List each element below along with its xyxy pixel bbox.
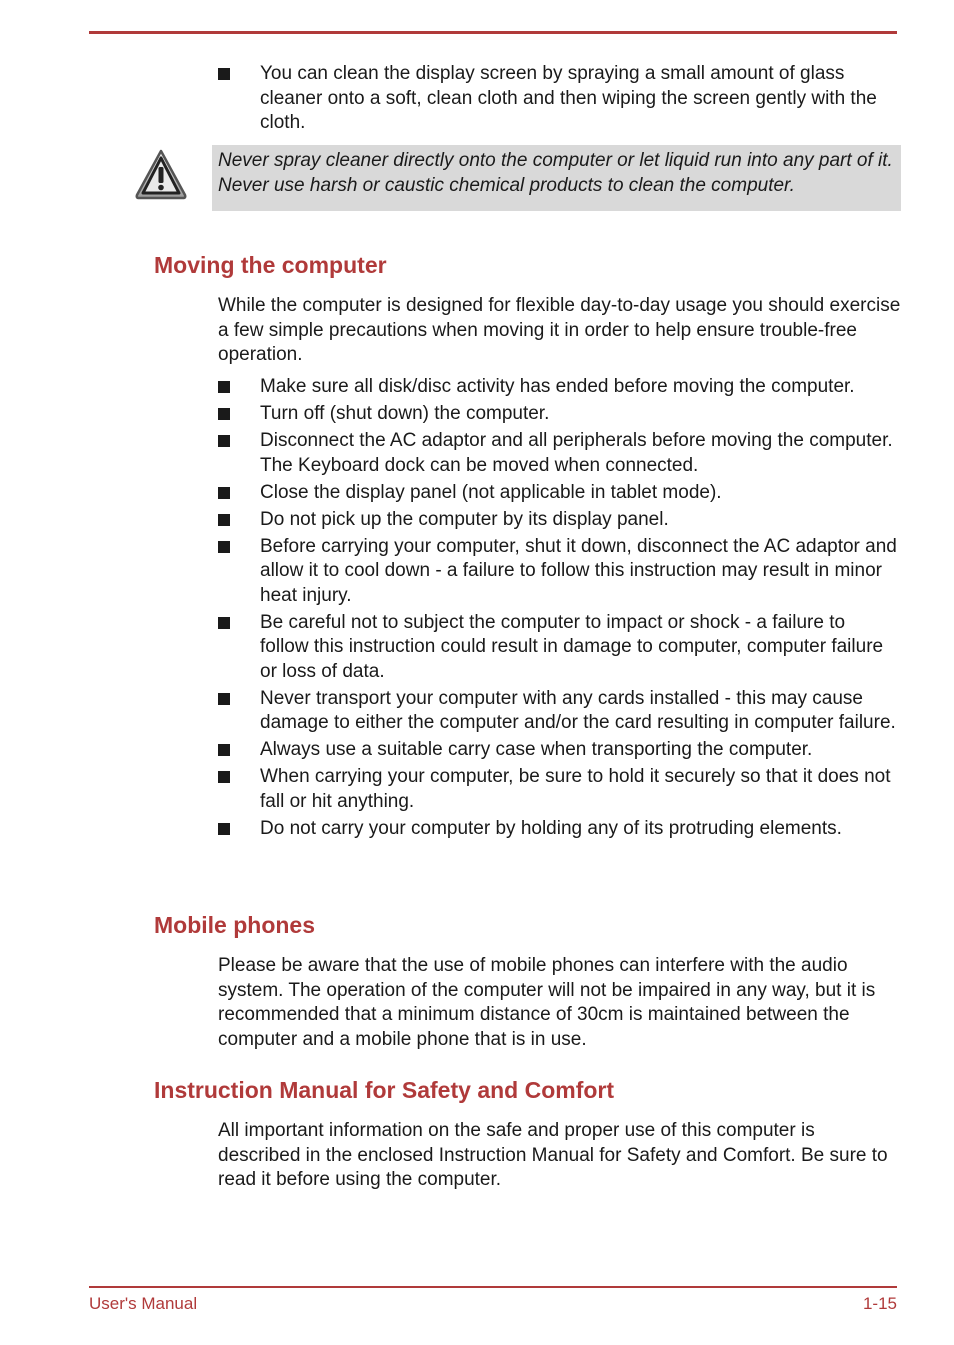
bullet-square-icon <box>218 771 230 783</box>
footer-manual-title: User's Manual <box>89 1294 198 1313</box>
list-item <box>218 535 898 609</box>
bullet-square-icon <box>218 823 230 835</box>
bullet-square-icon <box>218 693 230 705</box>
bullet-square-icon <box>218 617 230 629</box>
bullet-text: When carrying your computer, be sure to hold it securely so that it does not fall or hit anything. <box>260 766 891 812</box>
section-heading-manual: Instruction Manual for Safety and Comfort <box>154 1077 615 1103</box>
header-rule <box>89 31 897 34</box>
bullet-square-icon <box>218 435 230 447</box>
bullet-square-icon <box>218 68 230 80</box>
bullet-text: You can clean the display screen by spraying a small amount of glass cleaner onto a soft, clean cloth and then wiping the screen gently with the cloth. <box>260 63 877 133</box>
list-item <box>218 62 898 136</box>
manual-body: All important information on the safe and proper use of this computer is described in the enclosed Instruction Manual for Safety and Comfort. Be sure to read it before using the computer. <box>218 1120 888 1190</box>
warning-triangle-icon <box>134 148 188 200</box>
list-item <box>218 402 898 427</box>
bullet-text: Never transport your computer with any cards installed - this may cause damage to either the computer and/or the card resulting in computer failure. <box>260 687 896 733</box>
list-item <box>218 481 898 506</box>
list-item <box>218 765 898 814</box>
list-item <box>218 375 898 400</box>
bullet-text: Before carrying your computer, shut it down, disconnect the AC adaptor and allow it to cool down - a failure to follow this instruction may result in minor heat injury. <box>260 535 897 606</box>
bullet-text: Do not carry your computer by holding any of its protruding elements. <box>260 817 842 839</box>
bullet-text: Turn off (shut down) the computer. <box>260 403 550 424</box>
top-bullet-list <box>218 62 898 138</box>
list-item <box>218 508 898 533</box>
bullet-text: Do not pick up the computer by its display panel. <box>260 508 669 530</box>
bullet-square-icon <box>218 381 230 393</box>
warning-callout <box>212 145 901 211</box>
moving-intro: While the computer is designed for flexible day-to-day usage you should exercise a few simple precautions when moving it in order to help ensure trouble-free operation. <box>218 295 901 365</box>
list-item <box>218 611 898 685</box>
list-item <box>218 429 898 478</box>
list-item <box>218 687 898 736</box>
mobile-body: Please be aware that the use of mobile phones can interfere with the audio system. The operation of the computer will not be impaired in any way, but it is recommended that a minimum distance of 30cm is maintained between the computer and a mobile phone that is in use. <box>218 955 876 1050</box>
list-item <box>218 738 898 763</box>
footer-rule <box>89 1286 897 1288</box>
bullet-square-icon <box>218 541 230 553</box>
section-heading-moving: Moving the computer <box>154 252 387 278</box>
bullet-square-icon <box>218 514 230 526</box>
bullet-text: Close the display panel (not applicable in tablet mode). <box>260 481 722 503</box>
bullet-text: Disconnect the AC adaptor and all peripherals before moving the computer. The Keyboard dock can be moved when connected. <box>260 430 893 476</box>
bullet-text: Be careful not to subject the computer to impact or shock - a failure to follow this instruction could result in damage to computer, computer failure or loss of data. <box>260 611 884 682</box>
list-item <box>218 817 898 842</box>
bullet-text: Make sure all disk/disc activity has ended before moving the computer. <box>260 376 855 397</box>
warning-text: Never spray cleaner directly onto the computer or let liquid run into any part of it. Never use harsh or caustic chemical products to clean the computer. <box>218 150 893 196</box>
bullet-square-icon <box>218 408 230 420</box>
section-heading-mobile: Mobile phones <box>154 912 315 938</box>
moving-bullet-list <box>218 375 898 844</box>
bullet-square-icon <box>218 487 230 499</box>
bullet-text: Always use a suitable carry case when transporting the computer. <box>260 739 813 760</box>
footer-page-number: 1-15 <box>862 1294 897 1313</box>
bullet-square-icon <box>218 744 230 756</box>
